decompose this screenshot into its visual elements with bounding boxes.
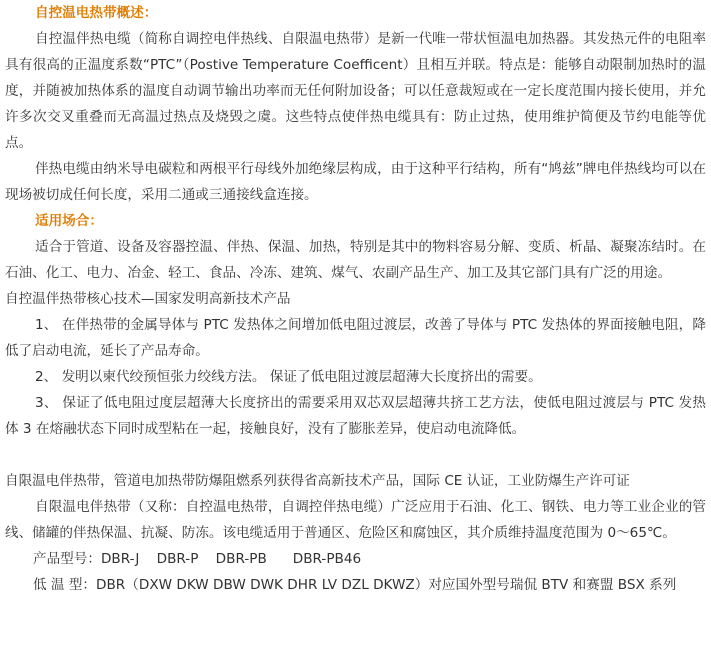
section-heading-overview: 自控温电热带概述： [35,5,158,21]
core-tech-title: 自控温伴热带核心技术—国家发明高新技术产品 [5,291,291,307]
spacer [5,442,706,468]
applications-paragraph: 适合于管道、设备及容器控温、伴热、保温、加热，特别是其中的物料容易分解、变质、析晶、凝聚冻结时。在石油、化工、电力、冶金、轻工、食品、冷冻、建筑、煤气、农副产品生产、加工及其它部门具有广泛的用途。 [5,239,706,281]
core-tech-item-1: 1、 在伴热带的金属导体与 PTC 发热体之间增加低电阻过渡层，改善了导体与 PTC 发热体的界面接触电阻，降低了启动电流，延长了产品寿命。 [5,317,706,359]
core-tech-item-2: 2、 发明以柬代绞预恒张力绞线方法。 保证了低电阻过渡层超薄大长度挤出的需要。 [35,369,542,385]
overview-paragraph-1: 自控温伴热电缆（简称自调控电伴热线、自限温电热带）是新一代唯一带状恒温电加热器。其发热元件的电阻率具有很高的正温度系数“PTC”（Postive Temperature Coefficent）且相互并联。特点是：能够自动限制加热时的温度，并随被加热体系的温度自动调节输出功率而无任何附加设备；可以任意裁短或在一定长度范围内接长使用，并允许多次交叉重叠而无高温过热点及烧毁之虞。这些特点使伴热电缆具有：防止过热，使用维护简便及节约电能等优点。 [5,31,706,151]
products-intro: 自限温电伴热带，管道电加热带防爆阻燃系列获得省高新技术产品，国际 CE 认证，工业防爆生产许可证 [5,473,630,489]
section-heading-applications: 适用场合： [35,213,103,229]
products-description: 自限温电伴热带（又称：自控温电热带，自调控伴热电缆）广泛应用于石油、化工、钢铁、电力等工业企业的管线、储罐的伴热保温、抗凝、防冻。该电缆适用于普通区、危险区和腐蚀区，其介质维持温度范围为 0～65℃。 [5,499,706,541]
low-temp-models: 低 温 型：DBR（DXW DKW DBW DWK DHR LV DZL DKWZ）对应国外型号瑞侃 BTV 和赛盟 BSX 系列 [33,577,677,593]
core-tech-item-3: 3、 保证了低电阻过度层超薄大长度挤出的需要采用双芯双层超薄共挤工艺方法，使低电阻过渡层与 PTC 发热体 3 在熔融状态下同时成型粘在一起，接触良好，没有了膨胀差异，使启动电流降低。 [5,395,706,437]
overview-paragraph-2: 伴热电缆由纳米导电碳粒和两根平行母线外加绝缘层构成，由于这种平行结构，所有“鸠兹”牌电伴热线均可以在现场被切成任何长度，采用二通或三通接线盒连接。 [5,161,706,203]
product-models: 产品型号：DBR-J DBR-P DBR-PB DBR-PB46 [33,551,362,567]
